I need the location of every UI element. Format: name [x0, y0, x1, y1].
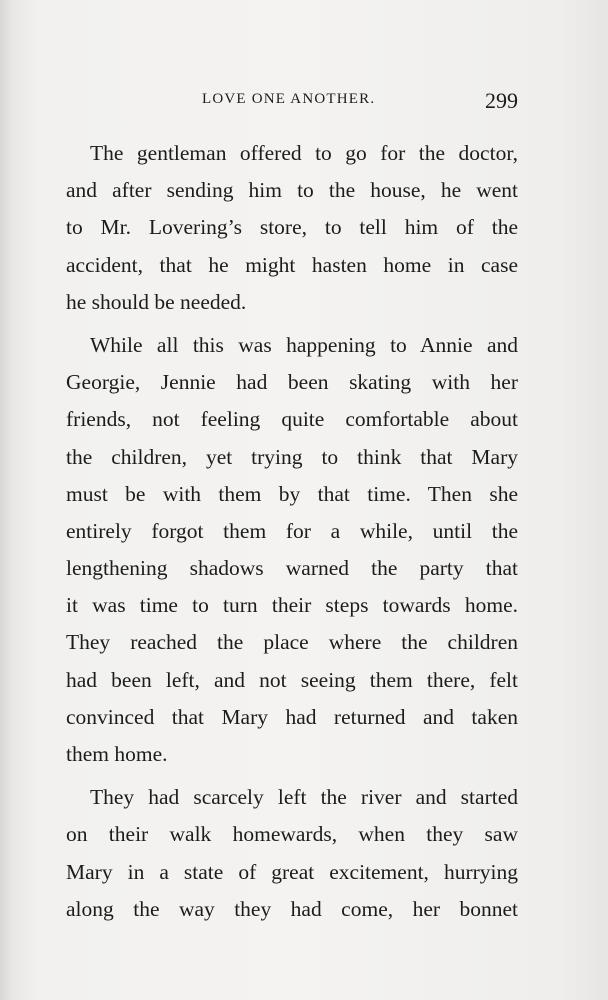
text-line: convinced that Mary had returned and taken — [66, 704, 518, 729]
text-line: and after sending him to the house, he went — [66, 178, 518, 203]
text-line: They reached the place where the children — [66, 630, 518, 655]
text-line: to Mr. Lovering’s store, to tell him of the — [66, 215, 518, 240]
text-line: They had scarcely left the river and started — [90, 785, 518, 810]
text-line: The gentleman offered to go for the doctor, — [90, 141, 518, 165]
text-line: must be with them by that time. Then she — [66, 481, 518, 506]
text-line: lengthening shadows warned the party that — [66, 556, 518, 581]
text-line: he should be needed. — [66, 289, 247, 314]
text-line: it was time to turn their steps towards home. — [66, 593, 518, 618]
page-header — [66, 88, 518, 118]
text-line: Georgie, Jennie had been skating with her — [66, 370, 518, 395]
text-line: on their walk homewards, when they saw — [66, 822, 518, 847]
text-line: along the way they had come, her bonnet — [66, 896, 518, 921]
running-head: LOVE ONE ANOTHER. — [202, 91, 376, 107]
text-line: accident, that he might hasten home in case — [66, 252, 518, 277]
text-line: them home. — [66, 742, 168, 766]
text-line: entirely forgot them for a while, until the — [66, 518, 518, 543]
page-number: 299 — [485, 88, 518, 113]
text-line: While all this was happening to Annie and — [90, 332, 518, 357]
paragraph — [66, 135, 518, 321]
paragraph — [66, 327, 518, 773]
text-line: the children, yet trying to think that Mary — [66, 444, 518, 469]
paragraph — [66, 779, 518, 928]
text-line: had been left, and not seeing them there, felt — [66, 667, 518, 692]
text-line: Mary in a state of great excitement, hurrying — [66, 859, 518, 884]
body-text — [66, 135, 518, 928]
text-line: friends, not feeling quite comfortable about — [66, 407, 518, 432]
